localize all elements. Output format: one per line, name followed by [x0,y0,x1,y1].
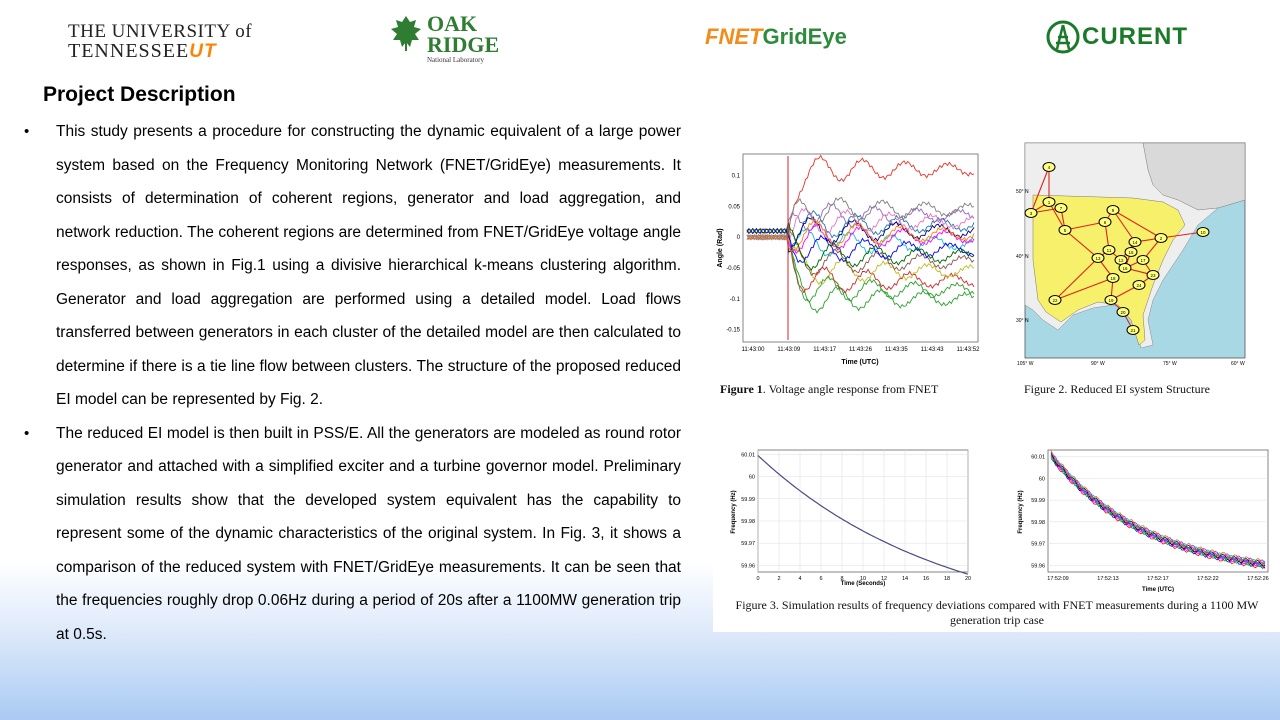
map-lon-label: 60° W [1231,361,1245,367]
ut-mark-icon: UT [189,41,217,62]
fig3b-ylabel: Frequency (Hz) [1018,490,1024,534]
map-lon-label: 75° W [1163,361,1177,367]
fnet-grideye-logo [705,24,847,50]
fig3a-ytick-label: 59.96 [741,563,755,570]
fig3b-ytick-label: 59.97 [1031,541,1045,548]
fig1-ytick-label: 0.1 [731,173,740,180]
utk-logo-line1: THE UNIVERSITY of [68,21,253,42]
ei-node-label: 22 [1052,298,1058,303]
fig3a-xtick-label: 4 [798,576,802,582]
fig1-xtick-label: 11:43:09 [777,347,801,353]
ei-node-label: 5 [1063,228,1067,233]
fig3b-xtick-label: 17:52:22 [1197,576,1219,582]
figures-panel [713,140,1280,632]
ei-node-label: 20 [1120,310,1126,315]
fig3b-ytick-label: 59.99 [1031,498,1045,505]
utk-logo-line2: TENNESSEE [68,40,190,62]
fig1-caption-text: . Voltage angle response from FNET [762,382,939,396]
page-title: Project Description [43,83,236,106]
fig3a-xtick-label: 2 [777,576,781,582]
fig3b-xtick-label: 17:52:09 [1047,576,1069,582]
fig3a-ytick-label: 60.01 [741,452,755,459]
figure-2-ei-map [1013,140,1263,370]
fig1-xtick-label: 11:43:17 [813,347,837,353]
figure-1-angle-plot [713,148,983,373]
fig1-ylabel: Angle (Rad) [717,228,724,268]
ei-node-label: 1 [1047,200,1051,205]
fig3a-ytick-label: 59.99 [741,496,755,503]
fig3b-xlabel: Time (UTC) [1142,587,1174,592]
fig1-ytick-label: -0.1 [729,296,740,303]
fig3a-ytick-label: 60 [748,474,755,481]
ei-node-label: 10 [1200,230,1206,235]
fig1-ytick-label: -0.05 [726,266,740,273]
figure-3b-measurement-plot [1008,442,1280,592]
fig1-xtick-label: 11:43:52 [956,347,980,353]
ei-node-label: 21 [1130,328,1136,333]
ei-node-label: 6 [1103,220,1107,225]
fig1-xtick-label: 11:43:26 [849,347,872,353]
bullet-dot: • [24,123,30,140]
fig3a-xtick-label: 14 [901,576,909,582]
fig3b-xtick-label: 17:52:17 [1147,576,1169,582]
fig3a-xtick-label: 20 [964,576,972,582]
curent-logo-text: CURENT [1082,23,1188,50]
ei-node-label: 15 [1128,250,1134,255]
map-lat-label: 50° N [1016,189,1029,195]
fig1-ytick-label: -0.15 [726,327,740,334]
fig3a-xlabel: Time (Seconds) [840,581,886,587]
ei-node-label: 11 [1106,248,1112,253]
ei-node-label: 17 [1140,258,1146,263]
fig3b-xtick-label: 17:52:13 [1097,576,1119,582]
figure-1-caption [720,382,938,397]
fnet-logo-part2: GridEye [762,24,847,49]
bullet-item [24,115,681,417]
fig3b-ytick-label: 59.98 [1031,519,1045,526]
fig1-xtick-label: 11:43:35 [884,347,908,353]
fig3a-ytick-label: 59.98 [741,518,755,525]
logo-bar [0,0,1280,75]
fig3b-plot-area [1048,450,1268,572]
fig1-ytick-label: 0.05 [728,204,740,211]
figure-3-caption [717,598,1277,628]
ei-node-label: 4 [1047,165,1051,170]
fnet-logo-part1: FNET [705,24,763,49]
ornl-logo-line1: OAK [427,11,478,36]
oak-leaf-icon [388,14,424,52]
fig3a-xtick-label: 8 [840,576,844,582]
bullet-text: This study presents a procedure for constructing the dynamic equivalent of a large power system based on the Frequency Monitoring Network (FNET/GridEye) measurements. It consists of determination of coherent regions, generator and load aggregation, and network reduction. The coherent regions are determined from FNET/GridEye voltage angle responses, as shown in Fig.1 using a divisive hierarchical k-means clustering algorithm. Generator and load aggregation are performed using a detailed model. Load flows transferred between generators in each cluster of the detailed model are then calculated to determine if there is a tie line flow between clusters. The structure of the proposed reduced EI model can be represented by Fig. 2. [56,123,681,408]
map-lat-label: 40° N [1016,254,1029,260]
fig1-ytick-label: 0 [736,235,740,242]
ornl-logo [388,11,500,64]
ei-node-label: 13 [1095,256,1101,261]
ei-node-label: 18 [1110,276,1116,281]
fig3a-ylabel: Frequency (Hz) [731,490,737,534]
figure-2-caption: Figure 2. Reduced EI system Structure [1024,382,1210,396]
figure-3a-simulation-plot [713,442,983,592]
ei-node-label: 9 [1111,208,1115,213]
curent-logo [1046,20,1188,54]
fig3-caption-line2: generation trip case [950,613,1044,627]
fig3b-ytick-label: 60.01 [1031,454,1045,461]
map-lon-label: 105° W [1017,361,1034,367]
bullet-item [24,417,681,652]
ei-node-label: 16 [1122,266,1128,271]
fig3b-xtick-label: 17:52:26 [1247,576,1269,582]
bullet-text: The reduced EI model is then built in PSS/E. All the generators are modeled as round rotor generator and attached with a simplified exciter and a turbine governor model. Preliminary simulation results show that the developed system equivalent has the capability to represent some of the dynamic characteristics of the original system. In Fig. 3, it shows a comparison of the reduced system with FNET/GridEye measurements. It can be seen that the frequencies roughly drop 0.06Hz during a period of 20s after a 1100MW generation trip at 0.5s. [56,424,681,643]
ei-node-label: 24 [1136,283,1142,288]
fig1-xtick-label: 11:43:00 [741,347,765,353]
bullet-dot: • [24,424,30,442]
ei-node-label: 12 [1118,258,1124,263]
curent-emblem-icon [1046,20,1080,54]
fig3a-xtick-label: 0 [756,576,760,582]
fig3a-xtick-label: 16 [922,576,930,582]
ornl-logo-line2: RIDGE [427,31,500,57]
fig3a-xtick-label: 6 [819,576,823,582]
fig3a-xtick-label: 10 [859,576,867,582]
fig3a-xtick-label: 12 [880,576,888,582]
fig3-caption-line1: Figure 3. Simulation results of frequency deviations compared with FNET measurements during a 1100 MW [735,598,1259,612]
fig3b-ytick-label: 59.96 [1031,563,1045,570]
fig3a-xtick-label: 18 [943,576,951,582]
fig3b-ytick-label: 60 [1038,476,1045,483]
ei-node-label: 7 [1059,206,1063,211]
description-body [24,115,681,651]
ei-node-label: 3 [1029,211,1033,216]
fig1-xtick-label: 11:43:43 [920,347,944,353]
fig1-caption-label: Figure 1 [720,382,763,396]
ei-node-label: 14 [1132,240,1138,245]
fig3a-ytick-label: 59.97 [741,541,755,548]
utk-logo [68,22,252,61]
ornl-logo-sub: National Laboratory [427,55,484,64]
ei-node-label: 23 [1150,273,1156,278]
ei-node-label: 2 [1159,236,1163,241]
map-lat-label: 30° N [1016,318,1029,324]
ei-node-label: 19 [1108,298,1114,303]
map-lon-label: 90° W [1091,361,1105,367]
fig1-xlabel: Time (UTC) [841,359,879,366]
